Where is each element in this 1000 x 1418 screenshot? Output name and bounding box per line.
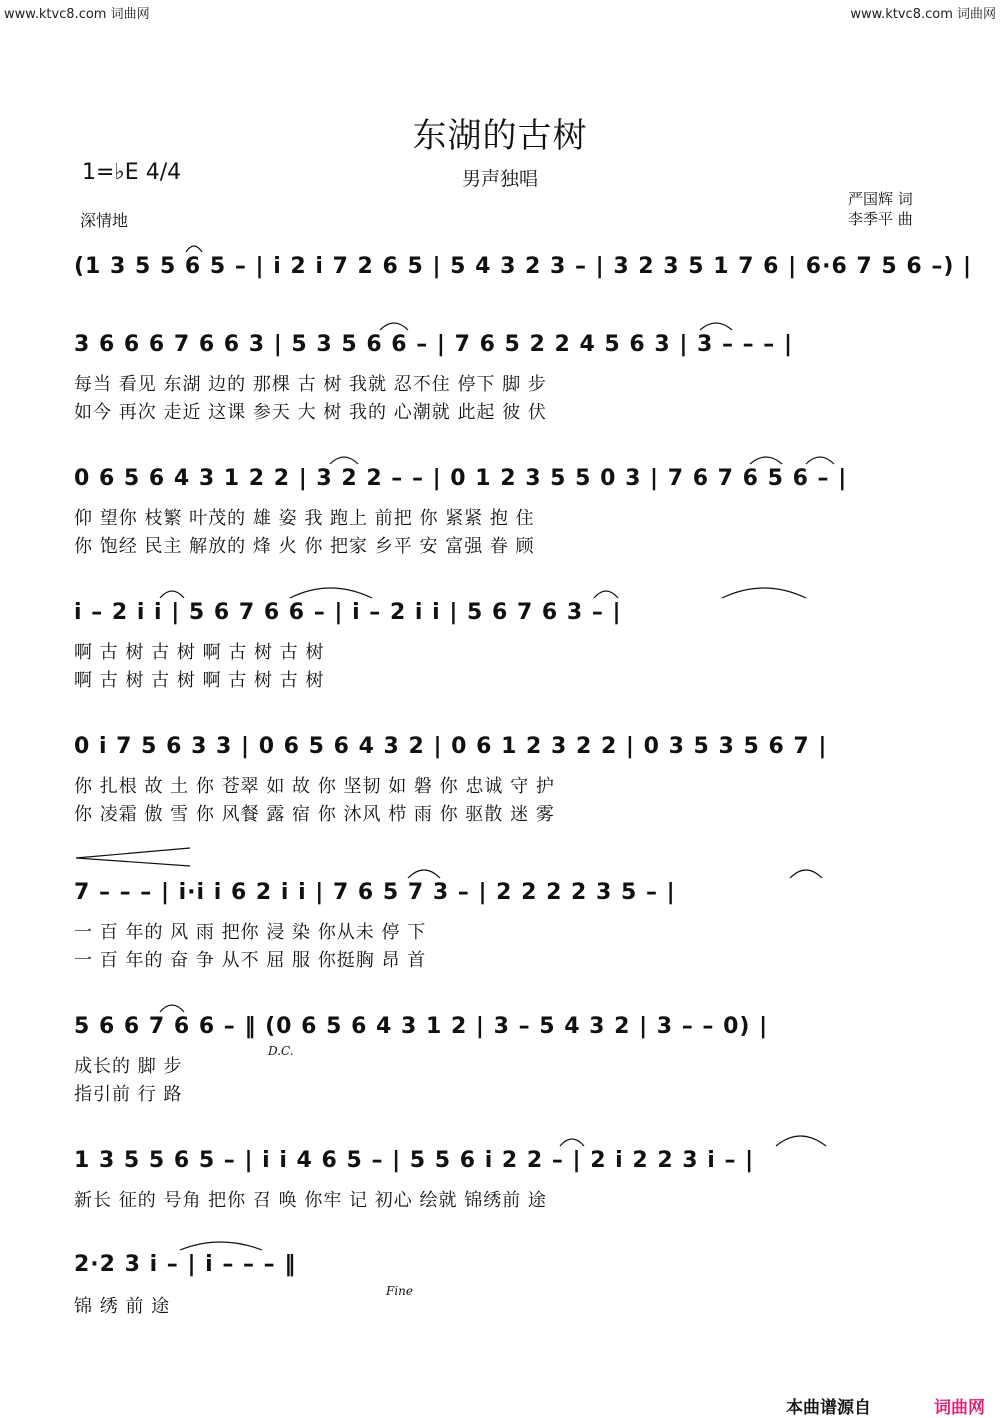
- composer-credit: 李季平 曲: [848, 210, 913, 228]
- lyrics-row-6-verse-2: 一 百 年的 奋 争 从不 屈 服 你挺胸 昂 首: [74, 950, 427, 971]
- slur-mark: [806, 457, 834, 464]
- slur-mark: [290, 588, 372, 598]
- decrescendo-mark: [76, 848, 190, 866]
- lyrics-row-3-verse-2: 你 饱经 民主 解放的 烽 火 你 把家 乡平 安 富强 眷 顾: [74, 536, 535, 557]
- slur-mark: [722, 588, 806, 598]
- music-row-7: 5 6 6 7 6 6 – ‖ (0 6 5 6 4 3 1 2 | 3 – 5 4 3 2 | 3 – – 0) |: [74, 1014, 769, 1039]
- lyrics-row-2-verse-1: 每当 看见 东湖 边的 那棵 古 树 我就 忍不住 停下 脚 步: [74, 374, 547, 395]
- watermark-right: www.ktvc8.com 词曲网: [850, 7, 996, 22]
- music-row-5: 0 i 7 5 6 3 3 | 0 6 5 6 4 3 2 | 0 6 1 2 3 2 2 | 0 3 5 3 5 6 7 |: [74, 734, 828, 759]
- slur-mark: [776, 1136, 826, 1146]
- lyrics-row-8-verse-1: 新长 征的 号角 把你 召 唤 你牢 记 初心 绘就 锦绣前 途: [74, 1190, 547, 1211]
- slur-mark: [180, 1242, 262, 1250]
- dc-marking: D.C.: [268, 1044, 294, 1058]
- lyrics-row-5-verse-2: 你 凌霜 傲 雪 你 风餐 露 宿 你 沐风 栉 雨 你 驱散 迷 雾: [74, 804, 555, 825]
- slur-mark: [408, 870, 440, 878]
- song-title: 东湖的古树: [412, 116, 588, 156]
- slur-mark: [330, 457, 358, 464]
- music-row-6: 7 – – – | i·i i 6 2 i i | 7 6 5 7 3 – | 2 2 2 2 3 5 – |: [74, 880, 676, 905]
- music-row-4: i – 2 i i | 5 6 7 6 6 – | i – 2 i i | 5 6 7 6 3 – |: [74, 600, 622, 625]
- lyrics-row-3-verse-1: 仰 望你 枝繁 叶茂的 雄 姿 我 跑上 前把 你 紧紧 抱 住: [74, 508, 535, 529]
- lyrics-row-6-verse-1: 一 百 年的 风 雨 把你 浸 染 你从未 停 下: [74, 922, 427, 943]
- lyrics-row-7-verse-1: 成长的 脚 步: [74, 1056, 183, 1077]
- music-row-3: 0 6 5 6 4 3 1 2 2 | 3 2 2 – – | 0 1 2 3 5 5 0 3 | 7 6 7 6 5 6 – |: [74, 466, 848, 491]
- slur-mark: [160, 591, 184, 598]
- slur-mark: [594, 591, 618, 598]
- slur-mark: [560, 1139, 584, 1146]
- slur-mark: [790, 870, 822, 878]
- fine-marking: Fine: [386, 1284, 413, 1298]
- slur-mark: [750, 457, 782, 464]
- lyrics-row-4-verse-1: 啊 古 树 古 树 啊 古 树 古 树: [74, 642, 325, 663]
- slur-mark: [380, 323, 408, 330]
- watermark-left: www.ktvc8.com 词曲网: [4, 7, 150, 22]
- music-row-2: 3 6 6 6 7 6 6 3 | 5 3 5 6 6 – | 7 6 5 2 2 4 5 6 3 | 3 – – – |: [74, 332, 793, 357]
- slur-mark: [700, 323, 732, 330]
- music-row-1: (1 3 5 5 6 5 – | i 2 i 7 2 6 5 | 5 4 3 2 3 – | 3 2 3 5 1 7 6 | 6·6 7 5 6 –) |: [74, 254, 973, 279]
- key-signature: 1=♭E 4/4: [82, 160, 182, 185]
- lyrics-row-9-verse-1: 锦 绣 前 途: [74, 1296, 171, 1317]
- footer-site-name: 词曲网: [934, 1398, 985, 1418]
- slur-mark: [160, 1005, 184, 1012]
- slur-mark: [186, 246, 202, 252]
- footer-source-label: 本曲谱源自: [786, 1398, 871, 1418]
- tempo-marking: 深情地: [80, 211, 129, 230]
- lyricist-credit: 严国辉 词: [848, 190, 913, 208]
- lyrics-row-4-verse-2: 啊 古 树 古 树 啊 古 树 古 树: [74, 670, 325, 691]
- lyrics-row-5-verse-1: 你 扎根 故 土 你 苍翠 如 故 你 坚韧 如 磐 你 忠诚 守 护: [74, 776, 555, 797]
- lyrics-row-2-verse-2: 如今 再次 走近 这课 参天 大 树 我的 心潮就 此起 彼 伏: [74, 402, 547, 423]
- lyrics-row-7-verse-2: 指引前 行 路: [74, 1084, 183, 1105]
- music-row-9: 2·2 3 i – | i – – – ‖: [74, 1252, 297, 1277]
- music-row-8: 1 3 5 5 6 5 – | i i 4 6 5 – | 5 5 6 i 2 2 – | 2 i 2 2 3 i – |: [74, 1148, 755, 1173]
- song-subtitle: 男声独唱: [461, 168, 538, 190]
